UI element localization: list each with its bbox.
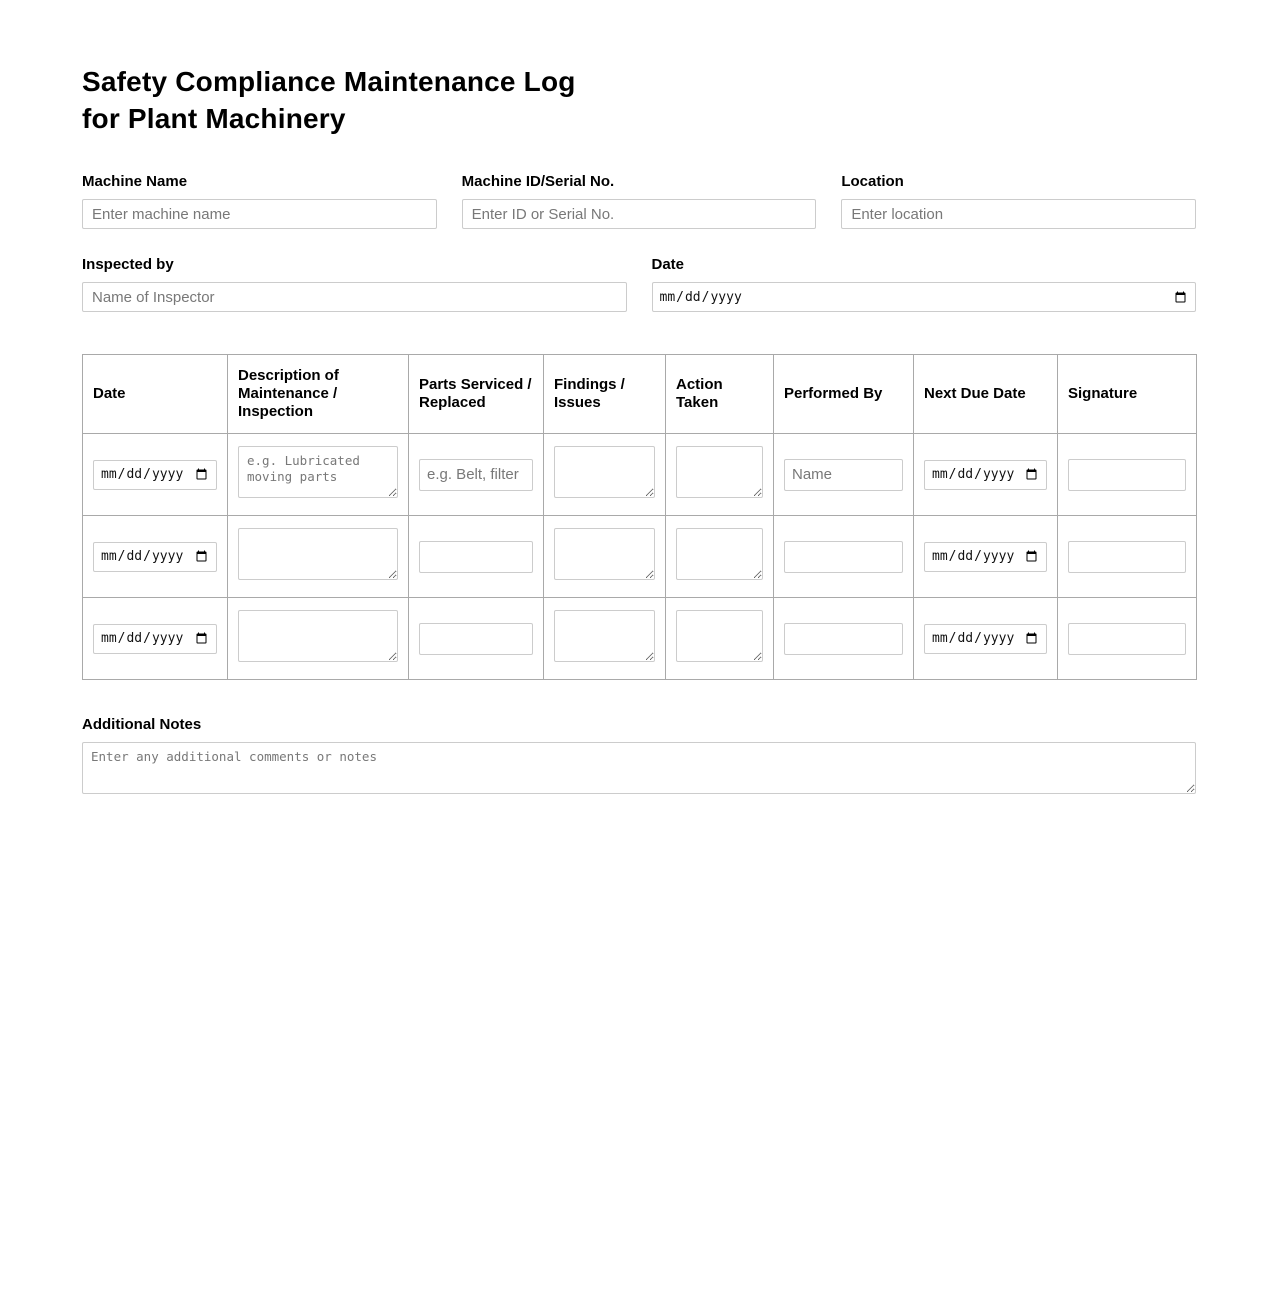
column-header-signature: Signature <box>1058 355 1197 434</box>
inspection-date-label: Date <box>651 256 685 273</box>
machine-name-input[interactable] <box>82 199 437 229</box>
maintenance-log-table <box>82 354 1197 680</box>
log-signature-input-row2[interactable] <box>1068 541 1186 573</box>
machine-id-label: Machine ID/Serial No. <box>461 173 615 190</box>
log-parts-input-row3[interactable] <box>419 623 533 655</box>
page-title-line-2: for Plant Machinery <box>82 103 346 134</box>
location-label: Location <box>841 173 904 190</box>
log-description-textarea-row2[interactable] <box>238 528 398 580</box>
log-findings-textarea-row2[interactable] <box>554 528 655 580</box>
table-header-row <box>83 355 1197 434</box>
log-parts-input-row1[interactable] <box>419 459 533 491</box>
additional-notes-label: Additional Notes <box>82 716 202 733</box>
inspected-by-input[interactable] <box>82 282 627 312</box>
log-performed-by-input-row1[interactable] <box>784 459 903 491</box>
inspected-by-label: Inspected by <box>82 256 174 273</box>
machine-name-field <box>82 173 437 229</box>
machine-id-input[interactable] <box>462 199 817 229</box>
log-date-input-row2[interactable] <box>93 542 217 572</box>
machine-info-row <box>82 173 1196 229</box>
log-next-due-input-row3[interactable] <box>924 624 1047 654</box>
column-header-action: Action Taken <box>666 355 774 434</box>
location-field <box>841 173 1196 229</box>
log-signature-input-row1[interactable] <box>1068 459 1186 491</box>
machine-id-field <box>462 173 817 229</box>
location-input[interactable] <box>841 199 1196 229</box>
page-title <box>82 63 1196 137</box>
log-findings-textarea-row3[interactable] <box>554 610 655 662</box>
log-action-textarea-row1[interactable] <box>676 446 763 498</box>
column-header-description: Description of Maintenance / Inspection <box>228 355 409 434</box>
log-action-textarea-row3[interactable] <box>676 610 763 662</box>
log-date-input-row1[interactable] <box>93 460 217 490</box>
log-performed-by-input-row3[interactable] <box>784 623 903 655</box>
log-description-textarea-row1[interactable] <box>238 446 398 498</box>
log-parts-input-row2[interactable] <box>419 541 533 573</box>
inspected-by-field <box>82 256 627 312</box>
inspection-date-field <box>652 256 1197 312</box>
column-header-findings: Findings / Issues <box>544 355 666 434</box>
log-action-textarea-row2[interactable] <box>676 528 763 580</box>
table-row <box>83 434 1197 516</box>
table-row <box>83 516 1197 598</box>
log-description-textarea-row3[interactable] <box>238 610 398 662</box>
additional-notes-section <box>82 716 1196 799</box>
column-header-parts: Parts Serviced / Replaced <box>409 355 544 434</box>
inspection-info-row <box>82 256 1196 312</box>
table-row <box>83 598 1197 680</box>
inspection-date-input[interactable] <box>652 282 1197 312</box>
column-header-performed-by: Performed By <box>774 355 914 434</box>
log-signature-input-row3[interactable] <box>1068 623 1186 655</box>
column-header-next-due: Next Due Date <box>914 355 1058 434</box>
log-next-due-input-row1[interactable] <box>924 460 1047 490</box>
column-header-date: Date <box>83 355 228 434</box>
page-title-line-1: Safety Compliance Maintenance Log <box>82 66 576 97</box>
log-performed-by-input-row2[interactable] <box>784 541 903 573</box>
log-findings-textarea-row1[interactable] <box>554 446 655 498</box>
log-date-input-row3[interactable] <box>93 624 217 654</box>
machine-name-label: Machine Name <box>82 173 188 190</box>
additional-notes-textarea[interactable] <box>82 742 1196 794</box>
log-next-due-input-row2[interactable] <box>924 542 1047 572</box>
